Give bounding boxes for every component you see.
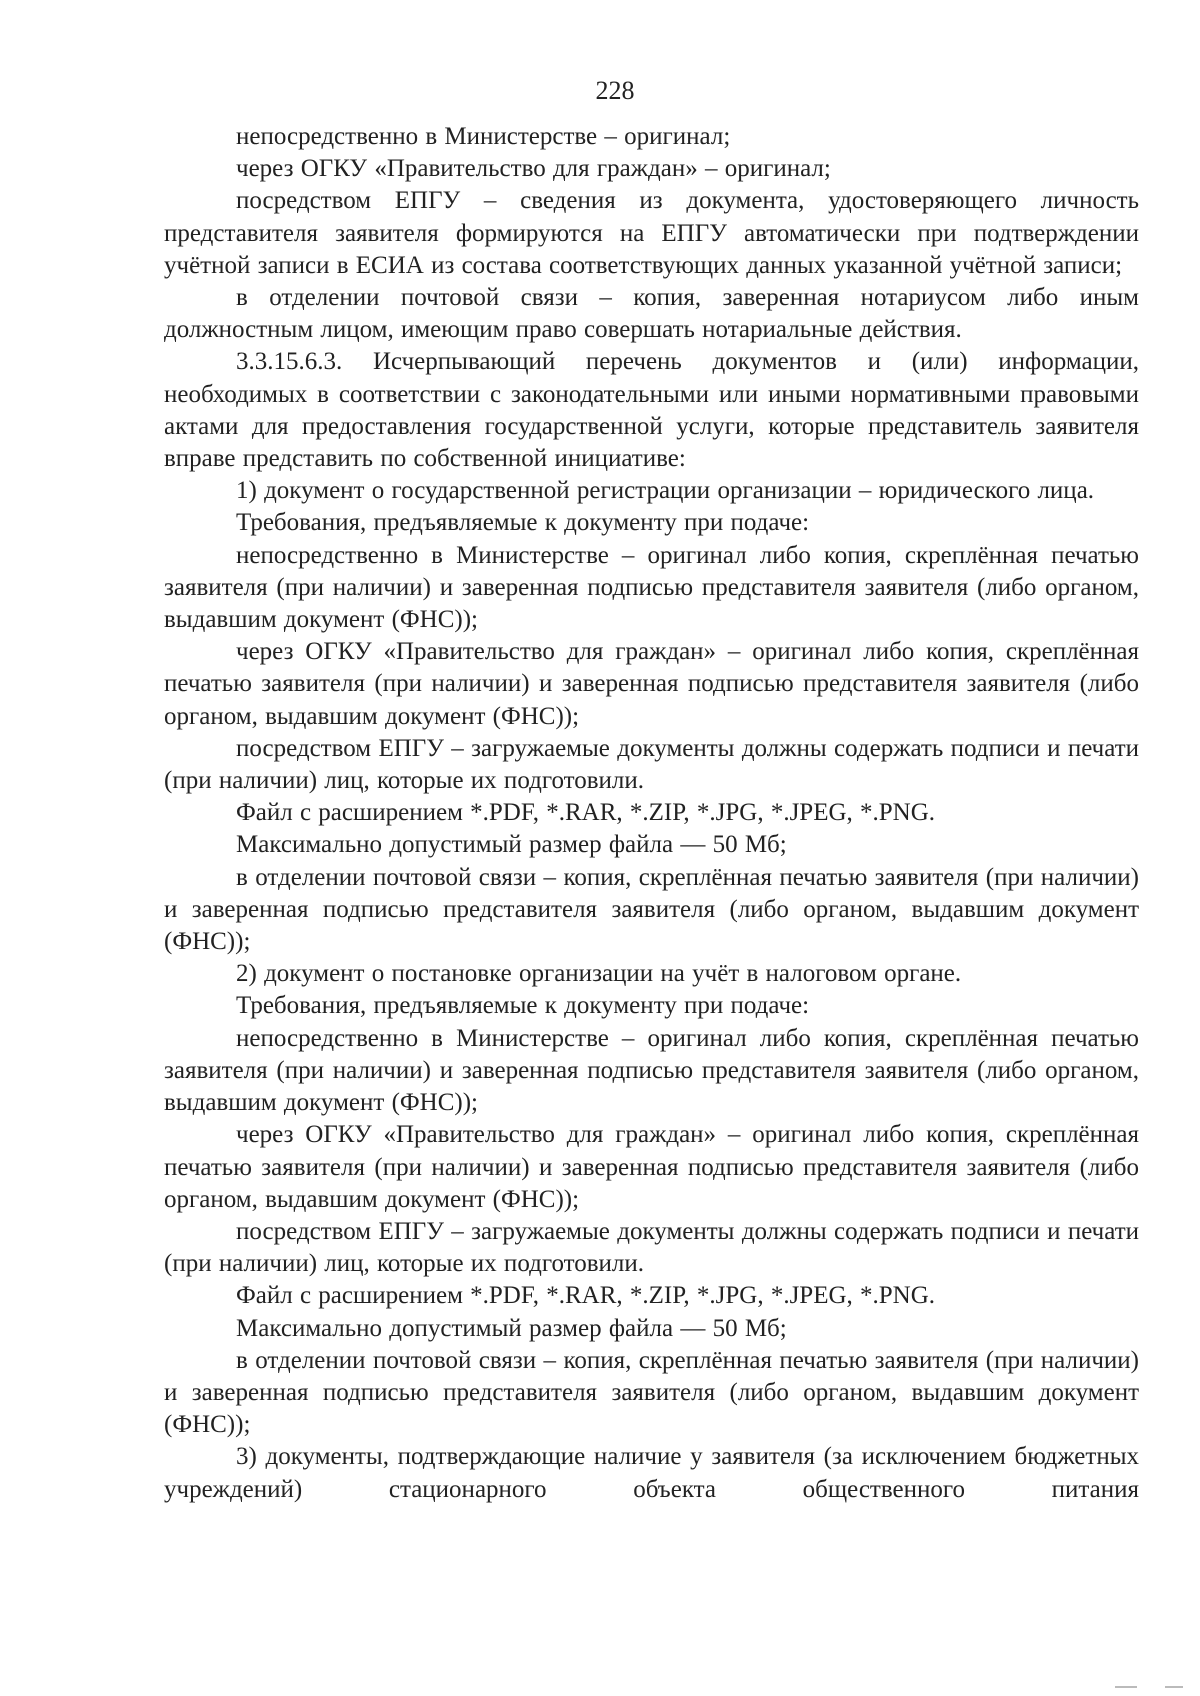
paragraph: Максимально допустимый размер файла — 50 Мб; xyxy=(236,1314,787,1342)
paragraph: непосредственно в Министерстве – оригинал либо копия, скреплённая печатью заявителя (при наличии) и заверенная подписью представителя заявителя (либо органом, выдавшим документ (ФНС)); xyxy=(164,541,1139,634)
document-body xyxy=(164,121,1139,1506)
paragraph: Требования, предъявляемые к документу при подаче: xyxy=(236,509,810,537)
paragraph: Файл с расширением *.PDF, *.RAR, *.ZIP, *.JPG, *.JPEG, *.PNG. xyxy=(236,799,936,827)
paragraph: посредством ЕПГУ – сведения из документа, удостоверяющего личность представителя заявителя формируются на ЕПГУ автоматически при подтверждении учётной записи в ЕСИА из состава соответствующих данных указанной учётной записи; xyxy=(164,187,1139,279)
paragraph: посредством ЕПГУ – загружаемые документы должны содержать подписи и печати (при наличии) лиц, которые их подготовили. xyxy=(164,1217,1139,1278)
paragraph: непосредственно в Министерстве – оригинал; xyxy=(236,123,731,150)
page-number: 228 xyxy=(595,76,635,105)
paragraph: через ОГКУ «Правительство для граждан» – оригинал либо копия, скреплённая печатью заявителя (при наличии) и заверенная подписью представителя заявителя (либо органом, выдавшим документ (ФНС)); xyxy=(164,638,1139,730)
paragraph: Требования, предъявляемые к документу при подаче: xyxy=(236,992,810,1020)
paragraph: Максимально допустимый размер файла — 50 Мб; xyxy=(236,831,787,859)
paragraph: 1) документ о государственной регистрации организации – юридического лица. xyxy=(236,477,1095,505)
paragraph: Файл с расширением *.PDF, *.RAR, *.ZIP, *.JPG, *.JPEG, *.PNG. xyxy=(236,1282,936,1310)
paragraph: 3.3.15.6.3. Исчерпывающий перечень документов и (или) информации, необходимых в соответствии с законодательными или иными нормативными правовыми актами для предоставления государственной услуги, которые представитель заявителя вправе представить по собственной инициативе: xyxy=(164,348,1139,473)
scan-edge-mark xyxy=(1115,1686,1137,1688)
paragraph: в отделении почтовой связи – копия, заверенная нотариусом либо иным должностным лицом, имеющим право совершать нотариальные действия. xyxy=(164,284,1139,344)
paragraph: через ОГКУ «Правительство для граждан» – оригинал либо копия, скреплённая печатью заявителя (при наличии) и заверенная подписью представителя заявителя (либо органом, выдавшим документ (ФНС)); xyxy=(164,1121,1139,1213)
paragraph: 3) документы, подтверждающие наличие у заявителя (за исключением бюджетных учреждений) стационарного объекта общественного питания xyxy=(164,1443,1139,1503)
paragraph: в отделении почтовой связи – копия, скреплённая печатью заявителя (при наличии) и заверенная подписью представителя заявителя (либо органом, выдавшим документ (ФНС)); xyxy=(164,863,1139,956)
scan-edge-mark xyxy=(1165,1686,1183,1688)
paragraph: непосредственно в Министерстве – оригинал либо копия, скреплённая печатью заявителя (при наличии) и заверенная подписью представителя заявителя (либо органом, выдавшим документ (ФНС)); xyxy=(164,1024,1139,1117)
paragraph: через ОГКУ «Правительство для граждан» – оригинал; xyxy=(236,155,831,183)
paragraph: в отделении почтовой связи – копия, скреплённая печатью заявителя (при наличии) и заверенная подписью представителя заявителя (либо органом, выдавшим документ (ФНС)); xyxy=(164,1346,1139,1439)
paragraph: посредством ЕПГУ – загружаемые документы должны содержать подписи и печати (при наличии) лиц, которые их подготовили. xyxy=(164,734,1139,795)
paragraph: 2) документ о постановке организации на учёт в налоговом органе. xyxy=(236,960,962,988)
